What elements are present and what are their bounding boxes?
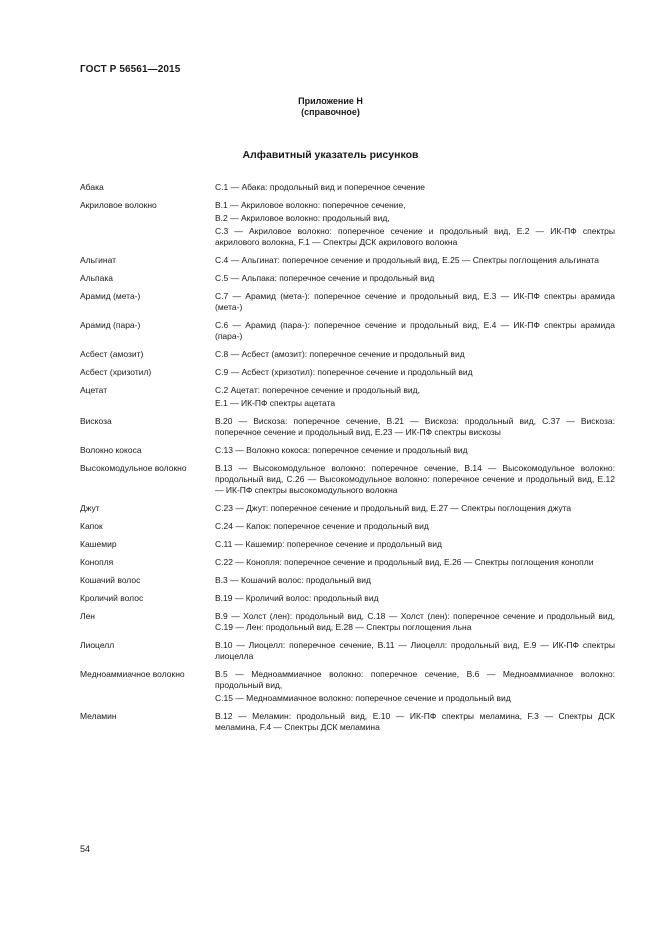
index-references: [215, 711, 615, 733]
index-term: Лен: [80, 611, 95, 621]
index-entry: [80, 445, 615, 456]
index-references: [215, 503, 615, 514]
index-entry: [80, 611, 615, 633]
figure-reference: С.9 — Асбест (хризотил): поперечное сечение и продольный вид: [215, 367, 473, 377]
figure-reference: В.19 — Кроличий волос: продольный вид: [215, 593, 379, 603]
index-entry: [80, 557, 615, 568]
index-term: Арамид (пара-): [80, 320, 141, 330]
page-number: 54: [80, 844, 91, 854]
index-term: Асбест (амозит): [80, 349, 144, 359]
index-references: [215, 200, 615, 248]
index-entry: [80, 182, 615, 193]
figure-reference: В.2 — Акриловое волокно: продольный вид,: [215, 213, 390, 223]
index-references: [215, 291, 615, 313]
index-references: [215, 385, 615, 409]
index-references: [215, 182, 615, 193]
index-references: [215, 367, 615, 378]
index-term: Волокно кокоса: [80, 445, 142, 455]
figure-reference: С.1 — Абака: продольный вид и поперечное сечение: [215, 182, 426, 192]
index-references: [215, 463, 615, 496]
index-title: Алфавитный указатель рисунков: [242, 149, 419, 161]
figure-reference: С.11 — Кашемир: поперечное сечение и продольный вид: [215, 539, 442, 549]
index-entry: [80, 200, 615, 248]
index-term: Кошачий волос: [80, 575, 141, 585]
index-references: [215, 611, 615, 633]
figure-reference: В.12 — Меламин: продольный вид, Е.10 — ИК-ПФ спектры меламина, F.3 — Спектры ДСК меламина, F.4 — Спектры ДСК меламина: [215, 711, 615, 732]
figure-index-table: [80, 182, 615, 733]
index-references: [215, 416, 615, 438]
figure-reference: В.10 — Лиоцелл: поперечное сечение, В.11 — Лиоцелл: продольный вид, Е.9 — ИК-ПФ спектры лиоцелла: [215, 640, 615, 661]
figure-reference: С.15 — Медноаммиачное волокно: поперечное сечение и продольный вид: [215, 693, 511, 703]
index-entry: [80, 255, 615, 266]
figure-reference: С.5 — Альпака: поперечное сечение и продольный вид: [215, 273, 435, 283]
appendix-subtitle: (справочное): [301, 107, 360, 117]
index-entry: [80, 593, 615, 604]
index-references: [215, 273, 615, 284]
appendix-title: Приложение Н: [298, 96, 363, 106]
index-references: [215, 669, 615, 704]
index-term: Кроличий волос: [80, 593, 144, 603]
index-term: Капок: [80, 521, 103, 531]
index-references: [215, 593, 615, 604]
index-references: [215, 539, 615, 550]
index-references: [215, 521, 615, 532]
index-entry: [80, 711, 615, 733]
index-term: Медноаммиачное волокно: [80, 669, 185, 679]
index-entry: [80, 291, 615, 313]
index-term: Ацетат: [80, 385, 108, 395]
index-entry: [80, 367, 615, 378]
index-term: Альгинат: [80, 255, 117, 265]
figure-reference: С.24 — Капок: поперечное сечение и продольный вид: [215, 521, 429, 531]
figure-reference: В.3 — Кошачий волос: продольный вид: [215, 575, 371, 585]
index-term: Арамид (мета-): [80, 291, 141, 301]
figure-reference: В.13 — Высокомодульное волокно: поперечное сечение, В.14 — Высокомодульное волокно: продольный вид, С.26 — Высокомодульное волокно: поперечное сечение и продольный вид, Е.12 — ИК-ПФ спектры высокомодульного волокна: [215, 463, 615, 495]
index-references: [215, 349, 615, 360]
figure-reference: С.23 — Джут: поперечное сечение и продольный вид, Е.27 — Спектры поглощения джута: [215, 503, 572, 513]
figure-reference: В.20 — Вискоза: поперечное сечение, В.21 — Вискоза: продольный вид, С.37 — Вискоза: поперечное сечение и продольный вид, Е.23 — ИК-ПФ спектры вискозы: [215, 416, 615, 437]
figure-reference: С.8 — Асбест (амозит): поперечное сечение и продольный вид: [215, 349, 465, 359]
index-term: Альпака: [80, 273, 114, 283]
index-references: [215, 640, 615, 662]
figure-reference: С.3 — Акриловое волокно: поперечное сечение и продольный вид, Е.2 — ИК-ПФ спектры акрилового волокна, F.1 — Спектры ДСК акрилового волокна: [215, 226, 615, 247]
figure-reference: С.2 Ацетат: поперечное сечение и продольный вид,: [215, 385, 420, 395]
index-term: Абака: [80, 182, 104, 192]
index-entry: [80, 521, 615, 532]
index-term: Конопля: [80, 557, 114, 567]
index-term: Джут: [80, 503, 100, 513]
index-entry: [80, 349, 615, 360]
index-entry: [80, 273, 615, 284]
index-term: Меламин: [80, 711, 117, 721]
index-entry: [80, 385, 615, 409]
figure-reference: С.7 — Арамид (мета-): поперечное сечение и продольный вид, Е.3 — ИК-ПФ спектры арамида (мета-): [215, 291, 615, 312]
index-references: [215, 557, 615, 568]
figure-reference: Е.1 — ИК-ПФ спектры ацетата: [215, 398, 336, 408]
index-entry: [80, 575, 615, 586]
index-term: Кашемир: [80, 539, 117, 549]
index-term: Высокомодульное волокно: [80, 463, 187, 473]
index-entry: [80, 416, 615, 438]
index-entry: [80, 320, 615, 342]
document-header: ГОСТ Р 56561—2015: [80, 64, 181, 75]
index-term: Вискоза: [80, 416, 112, 426]
index-entry: [80, 640, 615, 662]
figure-reference: В.1 — Акриловое волокно: поперечное сечение,: [215, 200, 406, 210]
figure-reference: С.13 — Волокно кокоса: поперечное сечение и продольный вид: [215, 445, 468, 455]
index-entry: [80, 503, 615, 514]
figure-reference: В.9 — Холст (лен): продольный вид, С.18 — Холст (лен): поперечное сечение и продольный вид, С.19 — Лен: продольный вид, Е.28 — Спектры поглощения льна: [215, 611, 615, 632]
index-term: Акриловое волокно: [80, 200, 157, 210]
index-references: [215, 320, 615, 342]
figure-reference: С.6 — Арамид (пара-): поперечное сечение и продольный вид, Е.4 — ИК-ПФ спектры арамида (пара-): [215, 320, 615, 341]
index-references: [215, 575, 615, 586]
index-term: Лиоцелл: [80, 640, 115, 650]
index-entry: [80, 539, 615, 550]
figure-reference: С.22 — Конопля: поперечное сечение и продольный вид, Е.26 — Спектры поглощения конопли: [215, 557, 594, 567]
index-entry: [80, 463, 615, 496]
index-references: [215, 255, 615, 266]
figure-reference: С.4 — Альгинат: поперечное сечение и продольный вид, Е.25 — Спектры поглощения альгината: [215, 255, 599, 265]
figure-reference: В.5 — Медноаммиачное волокно: поперечное сечение, В.6 — Медноаммиачное волокно: продольный вид,: [215, 669, 615, 690]
index-entry: [80, 669, 615, 704]
appendix-heading: [0, 96, 661, 118]
index-references: [215, 445, 615, 456]
index-term: Асбест (хризотил): [80, 367, 152, 377]
